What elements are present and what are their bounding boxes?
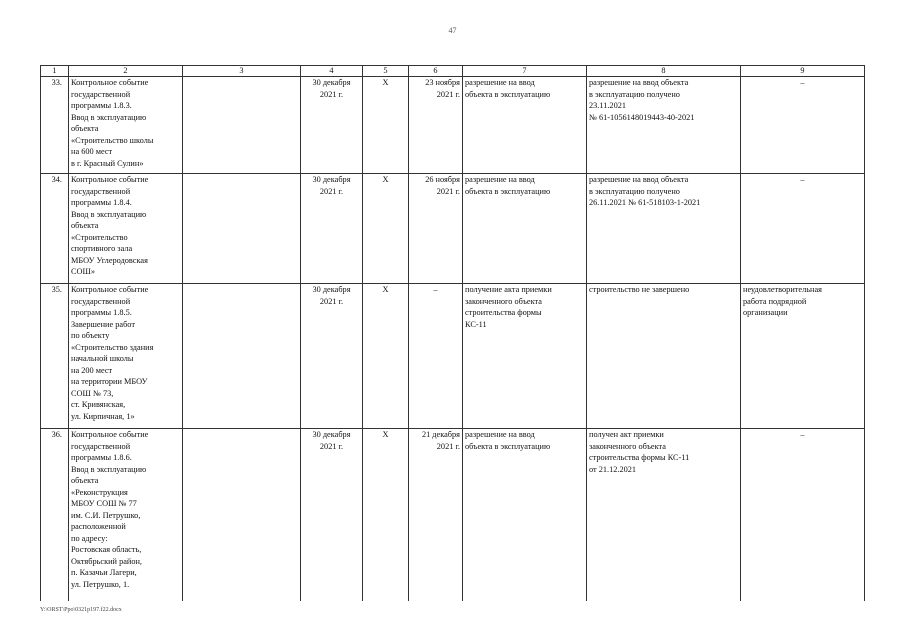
fact-date: 21 декабря 2021 г. — [409, 429, 463, 601]
column-header: 1 — [41, 66, 69, 77]
event-name: Контрольное событие государственной программы 1.8.3. Ввод в эксплуатацию объекта «Строительство школы на 600 мест в г. Красный Сулин» — [69, 77, 183, 174]
table-row — [41, 174, 865, 284]
row-number: 34. — [41, 174, 69, 284]
fact-date: – — [409, 284, 463, 429]
row-number: 35. — [41, 284, 69, 429]
plan-date: 30 декабря 2021 г. — [301, 77, 363, 174]
column-number-row — [41, 66, 865, 77]
event-name: Контрольное событие государственной программы 1.8.4. Ввод в эксплуатацию объекта «Строительство спортивного зала МБОУ Углеродовская СОШ» — [69, 174, 183, 284]
plan-date: 30 декабря 2021 г. — [301, 174, 363, 284]
mark-cell: X — [363, 77, 409, 174]
table-row — [41, 77, 865, 174]
column-header: 6 — [409, 66, 463, 77]
plan-date: 30 декабря 2021 г. — [301, 429, 363, 601]
event-name: Контрольное событие государственной программы 1.8.6. Ввод в эксплуатацию объекта «Реконструкция МБОУ СОШ № 77 им. С.И. Петрушко, расположенной по адресу: Ростовская область, Октябрьский район, п. Казачьи Лагери, ул. Петрушко, 1. — [69, 429, 183, 601]
note-cell: – — [741, 174, 865, 284]
responsible-cell — [183, 77, 301, 174]
plan-date: 30 декабря 2021 г. — [301, 284, 363, 429]
column-header: 8 — [587, 66, 741, 77]
fact-date: 23 ноября 2021 г. — [409, 77, 463, 174]
control-events-table — [40, 65, 865, 601]
responsible-cell — [183, 429, 301, 601]
result-info: разрешение на ввод объекта в эксплуатацию получено 23.11.2021 № 61-1056148019443-40-2021 — [587, 77, 741, 174]
note-cell: – — [741, 77, 865, 174]
mark-cell: X — [363, 284, 409, 429]
column-header: 5 — [363, 66, 409, 77]
responsible-cell — [183, 284, 301, 429]
mark-cell: X — [363, 429, 409, 601]
result-info: получен акт приемки законченного объекта строительства формы КС-11 от 21.12.2021 — [587, 429, 741, 601]
mark-cell: X — [363, 174, 409, 284]
column-header: 4 — [301, 66, 363, 77]
table-row — [41, 284, 865, 429]
column-header: 2 — [69, 66, 183, 77]
table-row — [41, 429, 865, 601]
result-info: строительство не завершено — [587, 284, 741, 429]
note-cell: неудовлетворительная работа подрядной организации — [741, 284, 865, 429]
note-cell: – — [741, 429, 865, 601]
page-number: 47 — [448, 26, 457, 35]
expected-result: разрешение на ввод объекта в эксплуатацию — [463, 77, 587, 174]
expected-result: разрешение на ввод объекта в эксплуатацию — [463, 429, 587, 601]
expected-result: получение акта приемки законченного объекта строительства формы КС-11 — [463, 284, 587, 429]
result-info: разрешение на ввод объекта в эксплуатацию получено 26.11.2021 № 61-518103-1-2021 — [587, 174, 741, 284]
row-number: 36. — [41, 429, 69, 601]
row-number: 33. — [41, 77, 69, 174]
expected-result: разрешение на ввод объекта в эксплуатацию — [463, 174, 587, 284]
event-name: Контрольное событие государственной программы 1.8.5. Завершение работ по объекту «Строительство здания начальной школы на 200 мест на территории МБОУ СОШ № 73, ст. Кривянская, ул. Кирпичная, 1» — [69, 284, 183, 429]
column-header: 9 — [741, 66, 865, 77]
document-path: Y:\ORST\Ppo\0321p197.f22.docx — [40, 607, 122, 613]
column-header: 3 — [183, 66, 301, 77]
column-header: 7 — [463, 66, 587, 77]
responsible-cell — [183, 174, 301, 284]
fact-date: 26 ноября 2021 г. — [409, 174, 463, 284]
